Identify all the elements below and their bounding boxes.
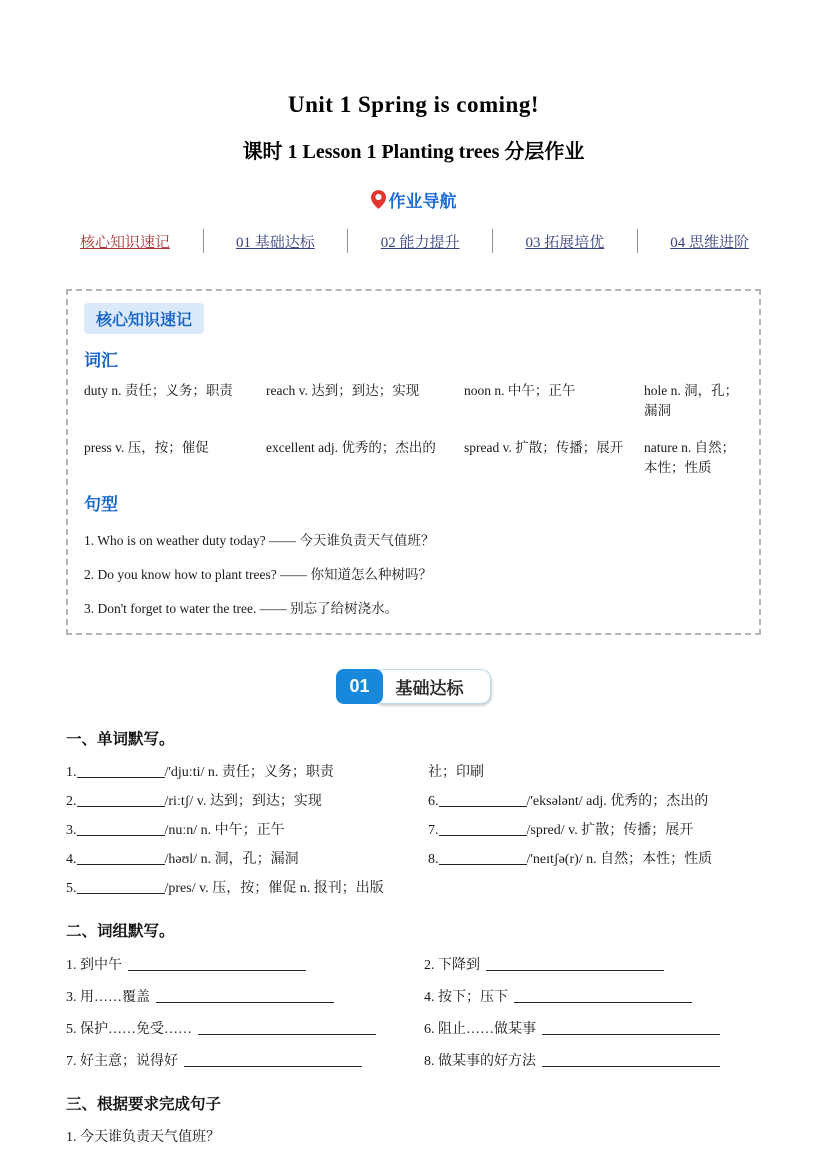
complete-sentence-item: 1. 今天谁负责天气值班？: [66, 1130, 220, 1145]
vocab-cell: nature n. 自然；本性；性质: [644, 439, 736, 475]
phonetic: /pres/: [164, 881, 196, 896]
answer-blank: [542, 1052, 720, 1067]
phonetic: /spred/: [526, 823, 565, 838]
vocab-table: [84, 381, 743, 478]
word-dictation-heading: 一、单词默写。: [66, 731, 175, 748]
vocab-cell: spread v. 扩散；传播；展开: [464, 439, 624, 455]
answer-blank: [439, 821, 527, 836]
answer-blank: [184, 1052, 362, 1067]
vocab-cell: hole n. 洞，孔；漏洞: [644, 383, 739, 419]
nav-separator: [203, 229, 204, 253]
item-number: 5.: [66, 881, 77, 896]
answer-blank: [77, 879, 165, 894]
answer-blank: [486, 956, 664, 971]
phrase-item: [424, 986, 761, 1005]
item-number: 2.: [66, 794, 77, 809]
word-meaning: v. 达到；到达；实现: [196, 794, 322, 809]
item-number: 6.: [428, 794, 439, 809]
core-knowledge-box: [66, 289, 761, 635]
page-title-english: Unit 1 Spring is coming!: [288, 92, 539, 117]
phrase-item: [66, 1018, 424, 1037]
nav-links-row: [66, 229, 761, 253]
word-item: [428, 819, 761, 838]
word-meaning: n. 中午；正午: [200, 823, 285, 838]
phrase-item: [424, 1050, 761, 1069]
badge-number: 01: [336, 669, 382, 704]
item-number: 7.: [428, 823, 439, 838]
phonetic: /nuːn/: [164, 823, 198, 838]
word-item: [66, 761, 428, 780]
word-item-carryover: 社；印刷: [428, 765, 484, 780]
word-item: [66, 877, 428, 896]
answer-blank: [77, 792, 165, 807]
page-title-chinese: 课时 1 Lesson 1 Planting trees 分层作业: [242, 141, 585, 163]
sentence-pattern-item: 2. Do you know how to plant trees? —— 你知道怎么种树吗？: [84, 567, 432, 582]
answer-blank: [198, 1020, 376, 1035]
nav-separator: [637, 229, 638, 253]
nav-link-core-knowledge[interactable]: 核心知识速记: [80, 234, 171, 251]
word-item: [428, 790, 761, 809]
phonetic: /'neɪtʃə(r)/: [526, 852, 583, 867]
nav-link-02-ability[interactable]: 02 能力提升: [380, 234, 460, 251]
answer-blank: [77, 821, 165, 836]
phonetic: /riːtʃ/: [164, 794, 194, 809]
item-number: 3.: [66, 823, 77, 838]
section-01-badge: [336, 669, 490, 704]
phrase-item: [424, 954, 761, 973]
nav-separator: [492, 229, 493, 253]
sentence-pattern-heading: 句型: [84, 495, 118, 514]
answer-blank: [156, 988, 334, 1003]
answer-blank: [542, 1020, 720, 1035]
phrase-label: 2. 下降到: [424, 958, 480, 973]
homework-nav-header: [66, 187, 761, 212]
phrase-item: [66, 986, 424, 1005]
word-item: [428, 848, 761, 867]
nav-title: 作业导航: [388, 192, 457, 211]
word-meaning: adj. 优秀的；杰出的: [586, 794, 709, 809]
vocab-section-heading: 词汇: [84, 351, 118, 370]
sentence-pattern-item: 3. Don't forget to water the tree. —— 别忘了给树浇水。: [84, 601, 399, 616]
item-number: 8.: [428, 852, 439, 867]
vocab-cell: duty n. 责任；义务；职责: [84, 383, 233, 398]
answer-blank: [128, 956, 306, 971]
word-meaning: n. 责任；义务；职责: [207, 765, 334, 780]
nav-separator: [347, 229, 348, 253]
item-number: 4.: [66, 852, 77, 867]
word-item: [66, 848, 428, 867]
phrase-label: 5. 保护……免受……: [66, 1022, 192, 1037]
word-list-right-column: [428, 751, 761, 896]
core-knowledge-box-title: 核心知识速记: [84, 303, 204, 334]
location-pin-icon: [371, 190, 386, 209]
phonetic: /'eksələnt/: [526, 794, 583, 809]
phrase-label: 1. 到中午: [66, 958, 122, 973]
vocab-cell: reach v. 达到；到达；实现: [266, 383, 420, 398]
badge-label: 基础达标: [373, 669, 491, 704]
word-meaning: v. 扩散；传播；展开: [568, 823, 694, 838]
phrase-label: 7. 好主意；说得好: [66, 1054, 178, 1069]
vocab-cell: noon n. 中午；正午: [464, 383, 576, 398]
word-meaning: n. 自然；本性；性质: [586, 852, 713, 867]
phonetic: /'djuːti/: [164, 765, 205, 780]
phrase-dictation-list: [66, 941, 761, 1069]
answer-blank: [77, 763, 165, 778]
word-item: [66, 790, 428, 809]
sentence-pattern-item: 1. Who is on weather duty today? —— 今天谁负责天气值班？: [84, 533, 435, 548]
phrase-label: 6. 阻止……做某事: [424, 1022, 536, 1037]
word-item: [66, 819, 428, 838]
nav-link-03-extension[interactable]: 03 拓展培优: [525, 234, 605, 251]
complete-sentences-heading: 三、根据要求完成句子: [66, 1096, 222, 1113]
phrase-label: 3. 用……覆盖: [66, 990, 150, 1005]
phrase-item: [66, 954, 424, 973]
item-number: 1.: [66, 765, 77, 780]
word-dictation-list: [66, 751, 761, 896]
vocab-cell: excellent adj. 优秀的；杰出的: [266, 439, 436, 455]
nav-link-04-thinking[interactable]: 04 思维进阶: [670, 234, 749, 251]
nav-link-01-basics[interactable]: 01 基础达标: [235, 234, 315, 251]
phrase-label: 4. 按下；压下: [424, 990, 508, 1005]
phrase-item: [424, 1018, 761, 1037]
answer-blank: [439, 850, 527, 865]
phonetic: /həʊl/: [164, 852, 198, 867]
word-meaning: n. 洞，孔；漏洞: [200, 852, 299, 867]
phrase-dictation-heading: 二、词组默写。: [66, 923, 175, 940]
word-list-left-column: [66, 751, 428, 896]
vocab-cell: press v. 压，按；催促: [84, 439, 209, 455]
phrase-item: [66, 1050, 424, 1069]
phrase-label: 8. 做某事的好方法: [424, 1054, 536, 1069]
answer-blank: [514, 988, 692, 1003]
word-meaning: v. 压，按；催促 n. 报刊；出版: [199, 881, 384, 896]
answer-blank: [439, 792, 527, 807]
answer-blank: [77, 850, 165, 865]
